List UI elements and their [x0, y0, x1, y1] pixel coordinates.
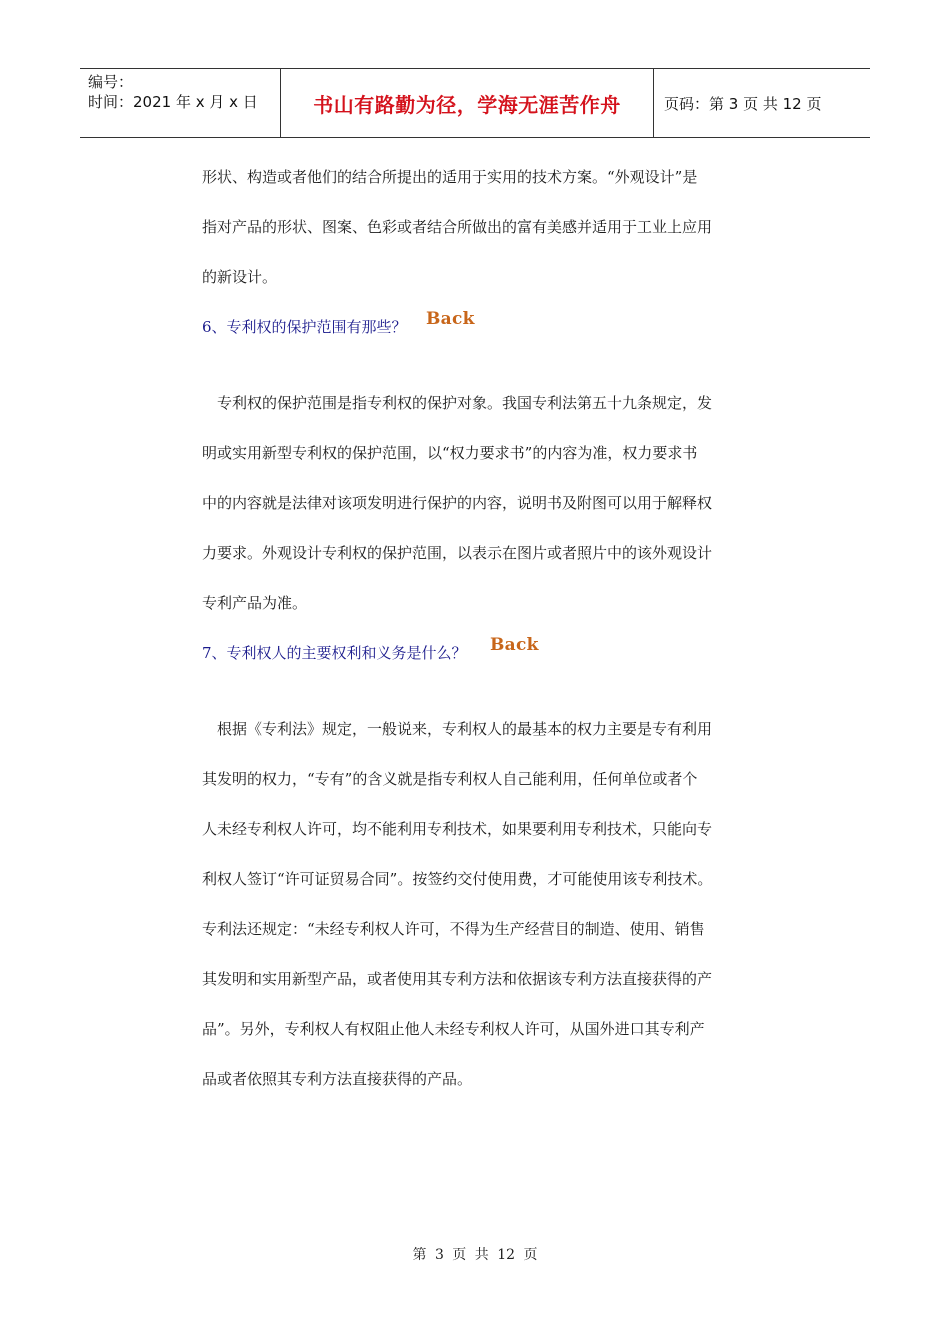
question-6-title: 6、专利权的保护范围有那些？	[202, 318, 407, 336]
question-7-heading	[202, 628, 762, 678]
answer-6-line: 中的内容就是法律对该项发明进行保护的内容，说明书及附图可以用于解释权	[202, 494, 713, 512]
intro-line: 形状、构造或者他们的结合所提出的适用于实用的技术方案。“外观设计”是	[202, 168, 698, 186]
page-header	[80, 68, 870, 138]
answer-7-line: 品”。另外，专利权人有权阻止他人未经专利权人许可，从国外进口其专利产	[202, 1020, 705, 1038]
date-label: 时间：2021 年 x 月 x 日	[88, 93, 258, 111]
header-meta	[80, 69, 281, 137]
answer-7-line: 其发明的权力，“专有”的含义就是指专利权人自己能利用，任何单位或者个	[202, 770, 698, 788]
answer-6-line: 专利产品为准。	[202, 594, 308, 612]
back-link-q6[interactable]: Back	[426, 309, 475, 329]
answer-7-line: 专利法还规定：“未经专利权人许可，不得为生产经营目的制造、使用、销售	[202, 920, 705, 938]
question-7-title: 7、专利权人的主要权利和义务是什么？	[202, 644, 467, 662]
intro-line: 的新设计。	[202, 268, 278, 286]
header-page-info: 页码：第 3 页 共 12 页	[664, 94, 822, 113]
header-motto: 书山有路勤为径，学海无涯苦作舟	[281, 69, 654, 137]
back-link-q7[interactable]: Back	[490, 635, 539, 655]
answer-6-line: 专利权的保护范围是指专利权的保护对象。我国专利法第五十九条规定，发	[217, 394, 713, 412]
answer-7-line: 品或者依照其专利方法直接获得的产品。	[202, 1070, 473, 1088]
page-footer: 第 3 页 共 12 页	[412, 1247, 538, 1263]
number-label: 编号：	[88, 73, 134, 91]
answer-7-line: 利权人签订“许可证贸易合同”。按签约交付使用费，才可能使用该专利技术。	[202, 870, 713, 888]
answer-6-line: 力要求。外观设计专利权的保护范围，以表示在图片或者照片中的该外观设计	[202, 544, 713, 562]
answer-7-line: 其发明和实用新型产品，或者使用其专利方法和依据该专利方法直接获得的产	[202, 970, 713, 988]
answer-6-line: 明或实用新型专利权的保护范围，以“权力要求书”的内容为准，权力要求书	[202, 444, 698, 462]
document-body	[202, 152, 762, 1104]
answer-7-line: 人未经专利权人许可，均不能利用专利技术，如果要利用专利技术，只能向专	[202, 820, 713, 838]
intro-line: 指对产品的形状、图案、色彩或者结合所做出的富有美感并适用于工业上应用	[202, 218, 713, 236]
answer-7-line: 根据《专利法》规定，一般说来，专利权人的最基本的权力主要是专有利用	[217, 720, 713, 738]
question-6-heading	[202, 302, 762, 352]
